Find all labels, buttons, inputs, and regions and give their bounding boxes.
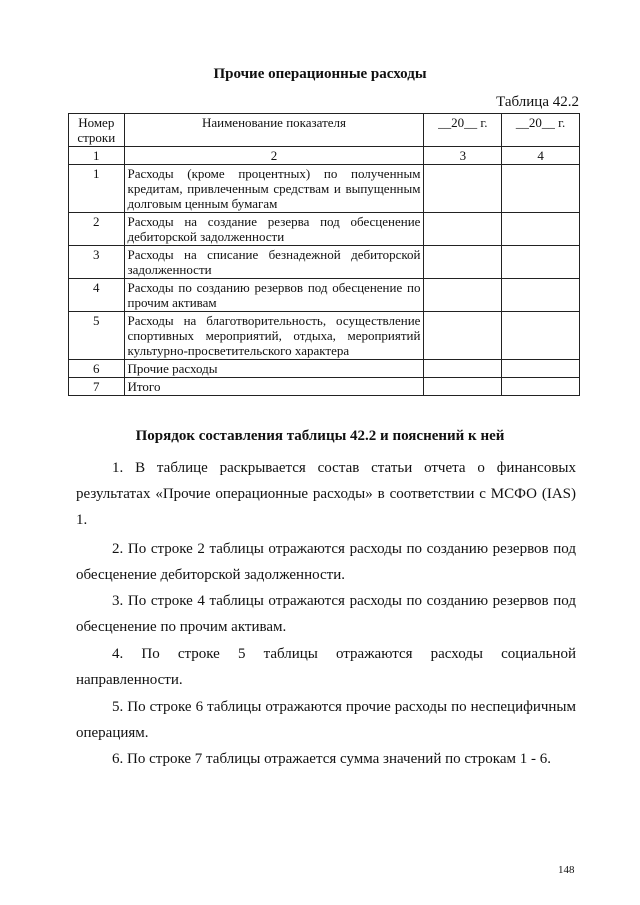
row-name: Расходы по созданию резервов под обесценение по прочим активам [124, 279, 424, 312]
row-value-year-1 [424, 213, 502, 246]
section-title: Порядок составления таблицы 42.2 и пояснений к ней [135, 428, 505, 444]
row-value-year-2 [502, 279, 580, 312]
paragraph: 6. По строке 7 таблицы отражается сумма значений по строкам 1 - 6. [112, 751, 551, 767]
row-name: Расходы (кроме процентных) по полученным кредитам, привлеченным средствам и выпущенным долговым ценным бумагам [124, 165, 424, 213]
paragraph: 1. В таблице раскрывается состав статьи отчета о финансовых результатах «Прочие операционные расходы» в соответствии с МСФО (IAS) 1. [76, 460, 576, 528]
header-indicator: Наименование показателя [124, 114, 424, 147]
table-caption: Таблица 42.2 [496, 94, 579, 110]
row-name: Расходы на создание резерва под обесценение дебиторской задолженности [124, 213, 424, 246]
row-name: Расходы на благотворительность, осуществление спортивных мероприятий, отдыха, мероприятий культурно-просветительского характера [124, 312, 424, 360]
column-number: 1 [69, 147, 125, 165]
row-value-year-2 [502, 360, 580, 378]
table-row [69, 360, 580, 378]
document-title: Прочие операционные расходы [213, 66, 427, 82]
row-value-year-1 [424, 312, 502, 360]
row-value-year-2 [502, 213, 580, 246]
expenses-table [68, 113, 580, 396]
row-value-year-2 [502, 378, 580, 396]
table-row [69, 246, 580, 279]
paragraph: 4. По строке 5 таблицы отражаются расходы социальной направленности. [76, 646, 576, 688]
row-number: 4 [69, 279, 125, 312]
row-value-year-1 [424, 378, 502, 396]
header-year-1: __20__ г. [424, 114, 502, 147]
table-header-row [69, 114, 580, 147]
row-name: Итого [124, 378, 424, 396]
row-value-year-1 [424, 279, 502, 312]
paragraph: 2. По строке 2 таблицы отражаются расходы по созданию резервов под обесценение дебиторской задолженности. [76, 541, 576, 583]
row-value-year-2 [502, 246, 580, 279]
row-value-year-2 [502, 165, 580, 213]
row-number: 6 [69, 360, 125, 378]
row-number: 5 [69, 312, 125, 360]
row-value-year-2 [502, 312, 580, 360]
paragraph: 3. По строке 4 таблицы отражаются расходы по созданию резервов под обесценение по прочим активам. [76, 593, 576, 635]
header-row-number: Номер строки [69, 114, 125, 147]
row-name: Расходы на списание безнадежной дебиторской задолженности [124, 246, 424, 279]
row-name: Прочие расходы [124, 360, 424, 378]
row-number: 2 [69, 213, 125, 246]
table-row [69, 213, 580, 246]
row-number: 1 [69, 165, 125, 213]
table-row [69, 279, 580, 312]
column-number: 3 [424, 147, 502, 165]
row-value-year-1 [424, 246, 502, 279]
row-number: 7 [69, 378, 125, 396]
page-number: 148 [558, 864, 575, 876]
column-number-row [69, 147, 580, 165]
row-value-year-1 [424, 360, 502, 378]
row-number: 3 [69, 246, 125, 279]
column-number: 2 [124, 147, 424, 165]
column-number: 4 [502, 147, 580, 165]
row-value-year-1 [424, 165, 502, 213]
table-row [69, 378, 580, 396]
paragraph: 5. По строке 6 таблицы отражаются прочие расходы по неспецифичным операциям. [76, 699, 576, 741]
table-row [69, 312, 580, 360]
header-year-2: __20__ г. [502, 114, 580, 147]
table-row [69, 165, 580, 213]
